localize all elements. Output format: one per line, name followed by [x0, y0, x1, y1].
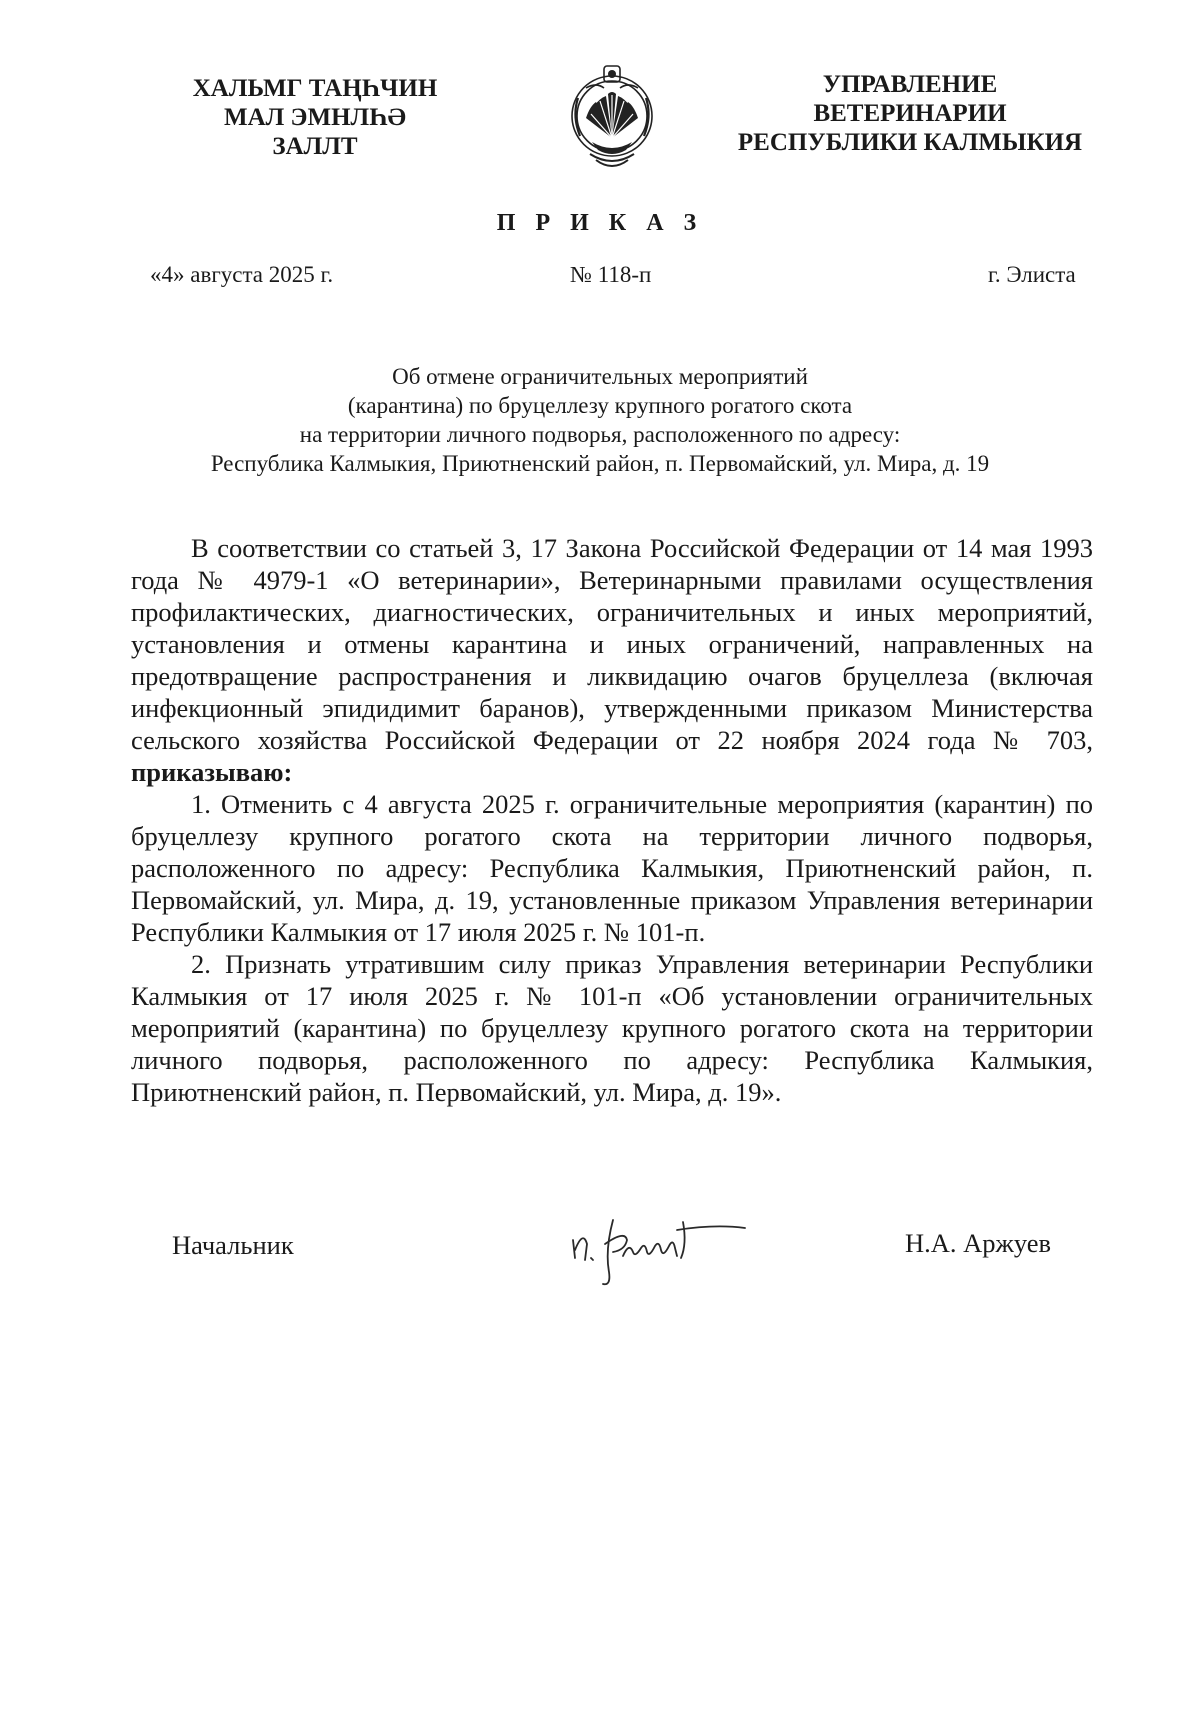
order-item-1: 1. Отменить с 4 августа 2025 г. ограничительные мероприятия (карантин) по бруцеллезу крупного рогатого скота на территории личного подворья, расположенного по адресу: Республика Калмыкия, Приютненский район, п. Первомайский, ул. Мира, д. 19, установленные приказом Управления ветеринарии Республики Калмыкия от 17 июля 2025 г. № 101-п.: [131, 789, 1093, 947]
subject-line-3: на территории личного подворья, расположенного по адресу:: [299, 422, 901, 447]
order-number: № 118-п: [570, 262, 652, 287]
header-right-russian: [720, 70, 1100, 157]
order-subject: [120, 362, 1080, 478]
signatory-position: Начальник: [172, 1230, 294, 1260]
subject-line-4: Республика Калмыкия, Приютненский район, п. Первомайский, ул. Мира, д. 19: [210, 451, 990, 476]
order-city: г. Элиста: [988, 262, 1076, 287]
header-right-line-2: ВЕТЕРИНАРИИ: [813, 100, 1007, 127]
header-left-line-2: МАЛ ЭМНЛҺӘ: [224, 104, 406, 131]
order-command: приказываю:: [131, 757, 293, 787]
header-left-line-3: ЗАЛЛТ: [272, 133, 358, 160]
handwritten-signature: [565, 1200, 750, 1290]
header-right-line-1: УПРАВЛЕНИЕ: [822, 71, 998, 98]
header-right-line-3: РЕСПУБЛИКИ КАЛМЫКИЯ: [737, 129, 1083, 156]
header-left-line-1: ХАЛЬМГ ТАҢҺЧИН: [192, 75, 438, 102]
document-type-title: П Р И К А З: [496, 210, 704, 236]
order-date: «4» августа 2025 г.: [150, 262, 334, 287]
preamble-text: В соответствии со статьей 3, 17 Закона Российской Федерации от 14 мая 1993 года № 4979-1 «О ветеринарии», Ветеринарными правилами осуществления профилактических, диагностических, ограничительных и иных мероприятий, установления и отмены карантина и иных ограничений, направленных на предотвращение распространения и ликвидацию очагов бруцеллеза (включая инфекционный эпидидимит баранов), утвержденными приказом Министерства сельского хозяйства Российской Федерации от 22 ноября 2024 года № 703,: [131, 533, 1093, 755]
subject-line-2: (карантина) по бруцеллезу крупного рогатого скота: [347, 393, 853, 418]
subject-line-1: Об отмене ограничительных мероприятий: [392, 364, 808, 389]
preamble-paragraph: [131, 532, 1093, 788]
header-left-kalmyk: [150, 74, 480, 161]
order-body: [131, 532, 1093, 1108]
kalmykia-emblem-icon: [566, 58, 658, 176]
signatory-name: Н.А. Аржуев: [905, 1228, 1052, 1258]
order-item-2: 2. Признать утратившим силу приказ Управления ветеринарии Республики Калмыкия от 17 июля 2025 г. № 101-п «Об установлении ограничительных мероприятий (карантина) по бруцеллезу крупного рогатого скота на территории личного подворья, расположенного по адресу: Республика Калмыкия, Приютненский район, п. Первомайский, ул. Мира, д. 19».: [131, 949, 1093, 1107]
